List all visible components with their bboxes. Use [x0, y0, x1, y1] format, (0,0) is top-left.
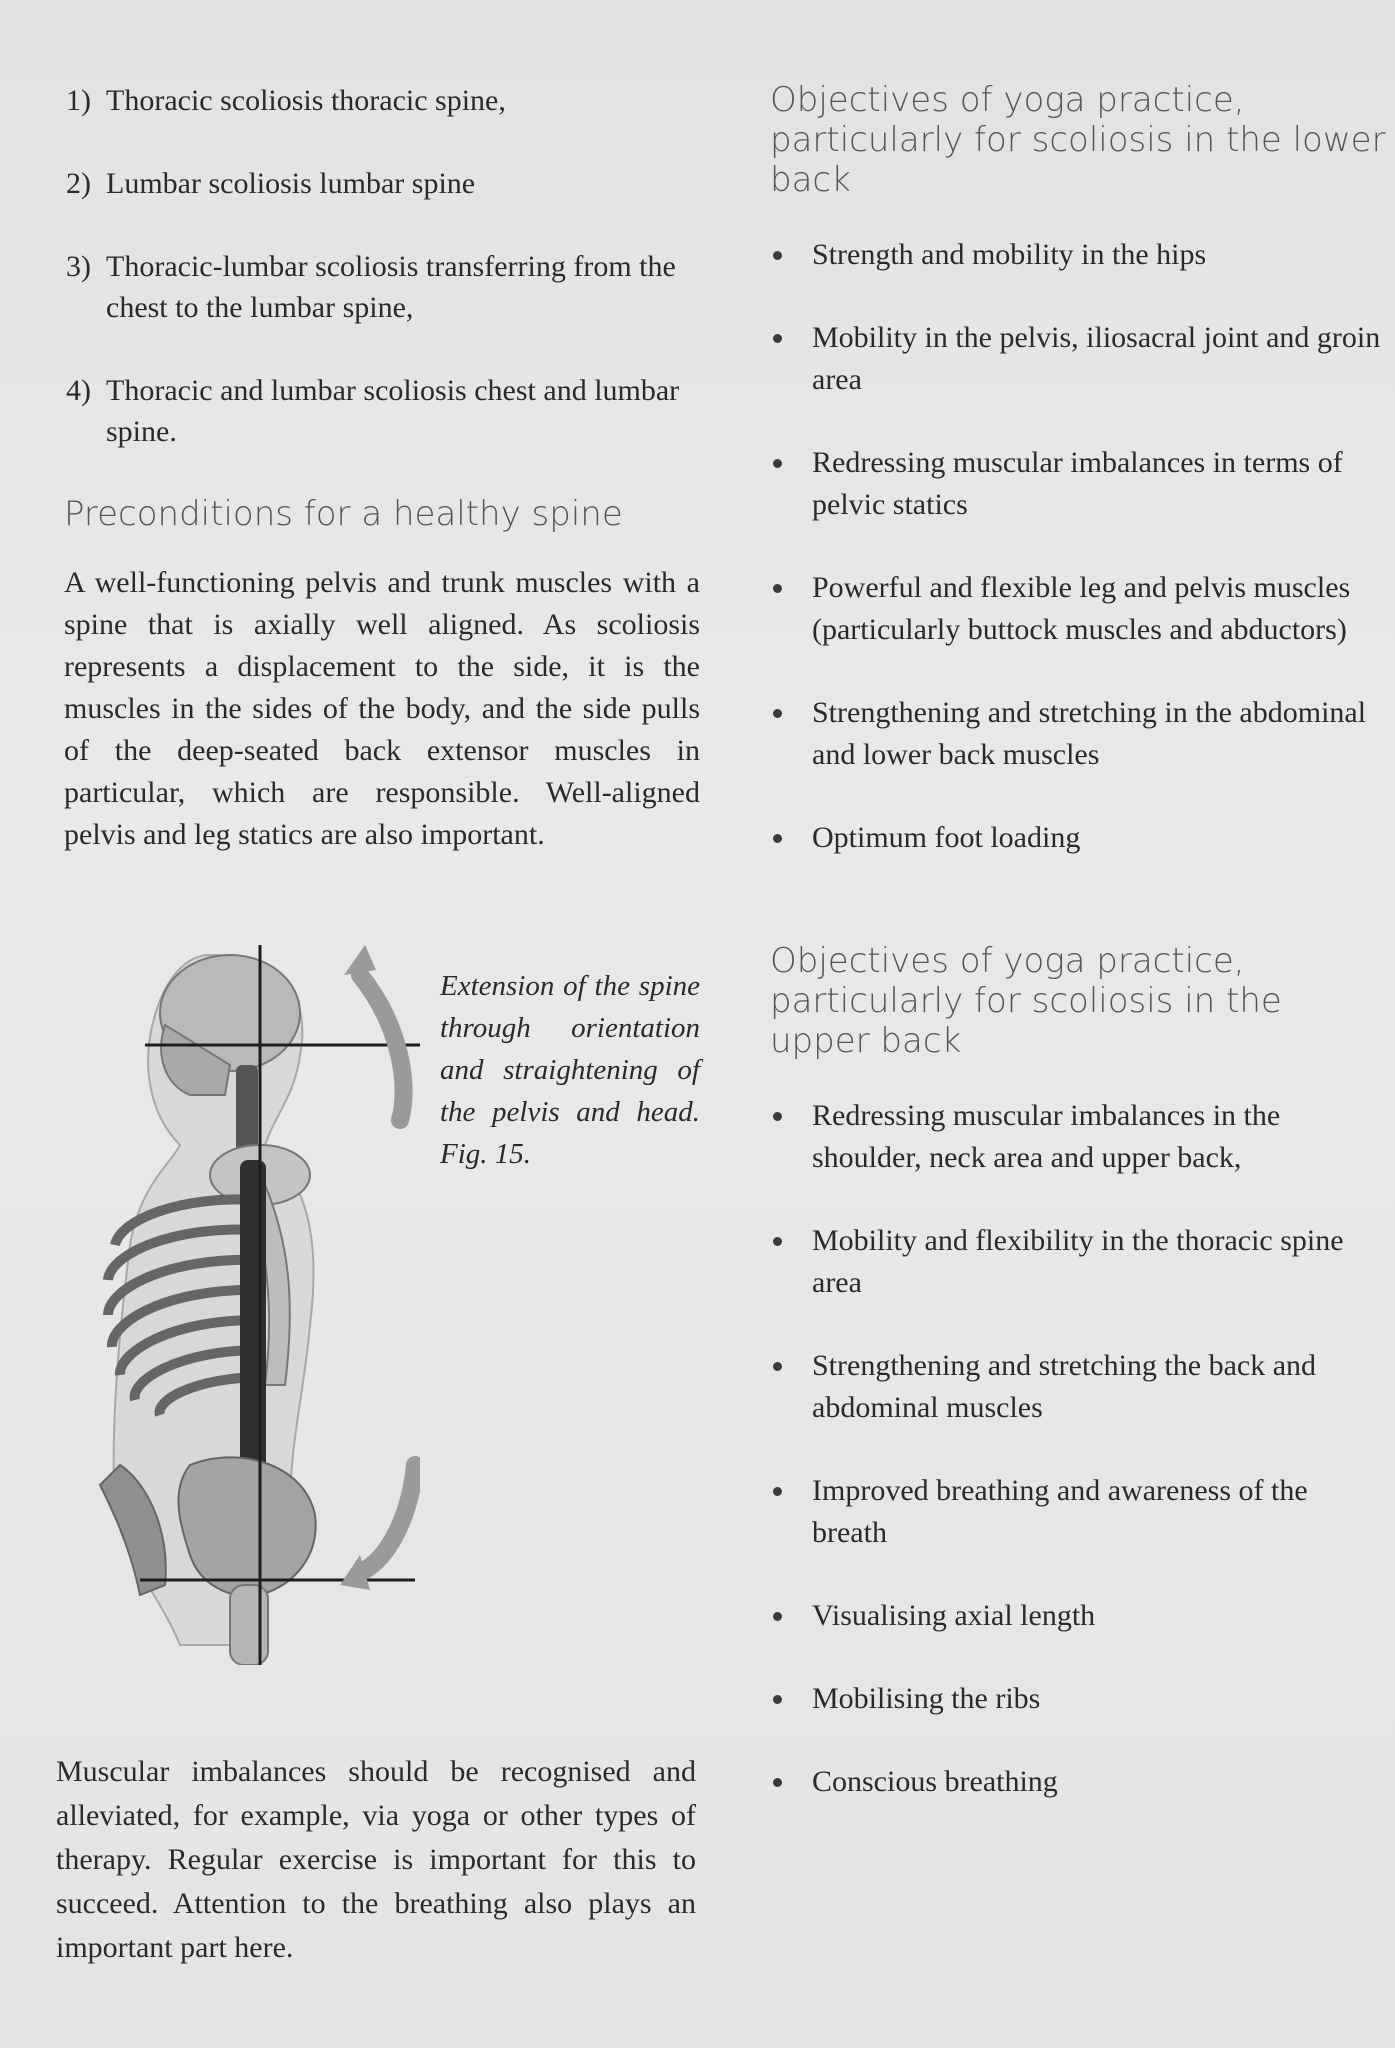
list-item: Mobility and flexibility in the thoracic spine area: [770, 1220, 1390, 1304]
scoliosis-types-list: [60, 80, 700, 452]
upward-arrow: [360, 975, 404, 1120]
skeleton-illustration: [60, 945, 420, 1665]
figure-caption: Extension of the spine through orientation and straightening of the pelvis and head. Fig. 15.: [440, 970, 700, 1170]
list-item: Optimum foot loading: [770, 817, 1390, 859]
list-item: Redressing muscular imbalances in the shoulder, neck area and upper back,: [770, 1095, 1390, 1179]
list-item: [60, 80, 700, 121]
list-item: Redressing muscular imbalances in terms of pelvic statics: [770, 442, 1390, 526]
list-item: Visualising axial length: [770, 1595, 1390, 1637]
list-number: 3): [66, 250, 91, 283]
list-item: Improved breathing and awareness of the breath: [770, 1470, 1390, 1554]
upper-back-heading: Objectives of yoga practice, particularly for scoliosis in the upper back: [770, 941, 1282, 1061]
thoracic-lumbar-spine: [240, 1160, 266, 1500]
list-item: [60, 246, 700, 328]
lower-back-objectives-list: [770, 234, 1390, 859]
list-item: Strength and mobility in the hips: [770, 234, 1390, 276]
list-item: Mobility in the pelvis, iliosacral joint and groin area: [770, 317, 1390, 401]
list-item: Mobilising the ribs: [770, 1678, 1390, 1720]
right-column: [770, 80, 1390, 1844]
list-item: Strengthening and stretching the back and abdominal muscles: [770, 1345, 1390, 1429]
preconditions-paragraph: A well-functioning pelvis and trunk muscles with a spine that is axially well aligned. As scoliosis represents a displacement to the side, it is the muscles in the sides of the body, and the side pulls of the deep-seated back extensor muscles in particular, which are responsible. Well-aligned pelvis and leg statics are also important.: [64, 566, 700, 851]
upper-back-objectives-list: [770, 1095, 1390, 1803]
list-item: Powerful and flexible leg and pelvis muscles (particularly buttock muscles and abductors): [770, 567, 1390, 651]
list-number: 4): [66, 374, 91, 407]
list-item: Conscious breathing: [770, 1761, 1390, 1803]
list-item: Strengthening and stretching in the abdominal and lower back muscles: [770, 692, 1390, 776]
list-item-text: Thoracic-lumbar scoliosis transferring from the chest to the lumbar spine,: [106, 250, 676, 324]
list-item-text: Lumbar scoliosis lumbar spine: [106, 167, 476, 200]
list-item: [60, 370, 700, 452]
list-number: 1): [66, 84, 91, 117]
upward-arrow-head: [344, 945, 376, 975]
list-item: [60, 163, 700, 204]
list-item-text: Thoracic scoliosis thoracic spine,: [106, 84, 506, 117]
list-item-text: Thoracic and lumbar scoliosis chest and lumbar spine.: [106, 374, 680, 448]
spine-figure: [60, 945, 720, 1665]
lower-back-heading: Objectives of yoga practice, particularly for scoliosis in the lower back: [770, 80, 1386, 200]
preconditions-heading: Preconditions for a healthy spine: [64, 494, 623, 534]
femur-bone: [230, 1585, 268, 1665]
left-column: [60, 80, 700, 856]
downward-arrow: [365, 1465, 415, 1570]
list-number: 2): [66, 167, 91, 200]
closing-paragraph: Muscular imbalances should be recognised and alleviated, for example, via yoga or other types of therapy. Regular exercise is important for this to succeed. Attention to the breathing also plays an important part here.: [56, 1755, 696, 1964]
